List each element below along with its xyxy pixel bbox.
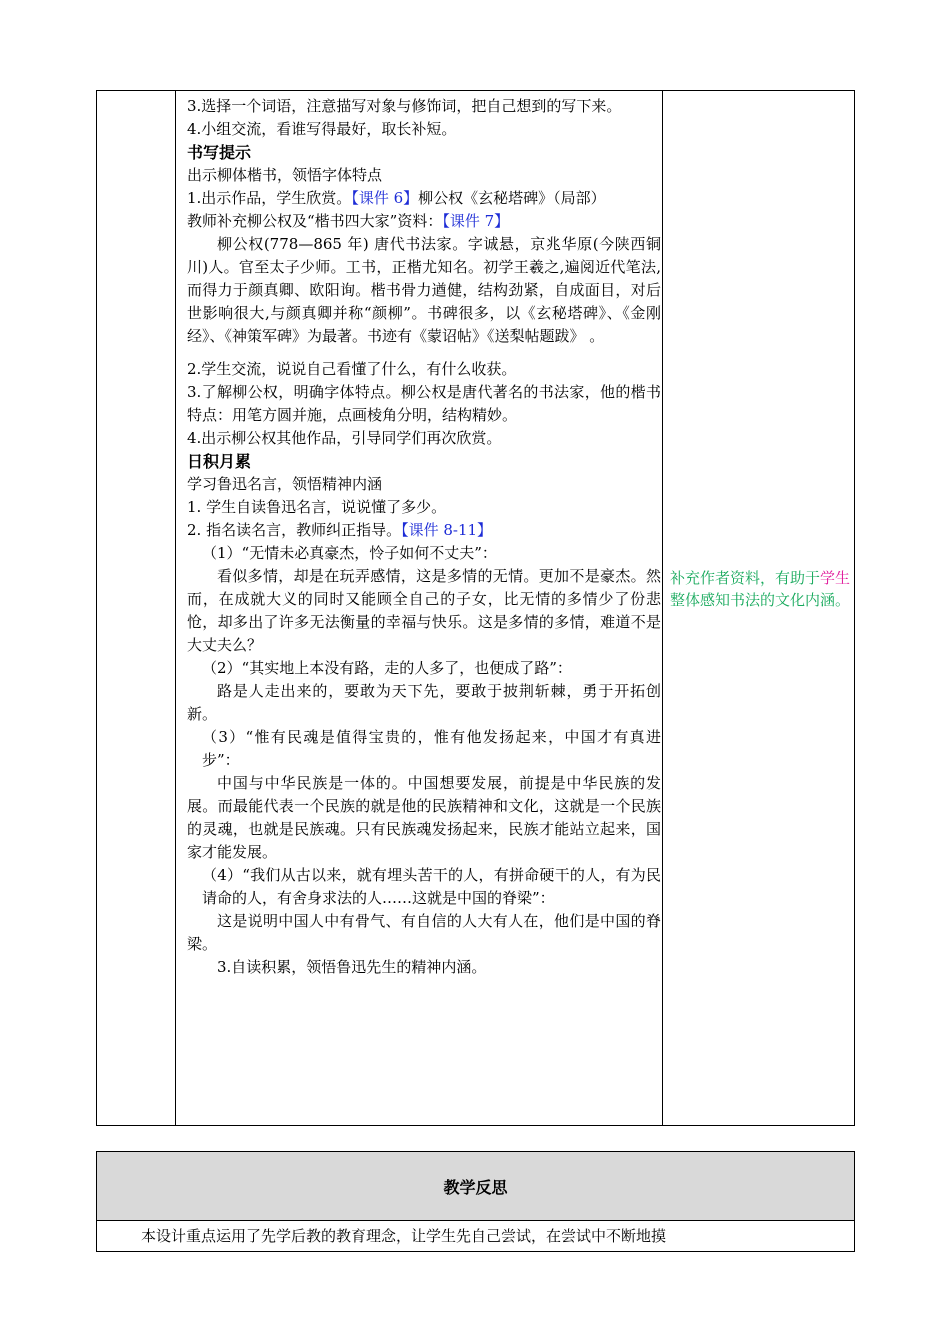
quote-1: （1）“无情未必真豪杰，怜子如何不丈夫”： (202, 544, 497, 562)
teaching-process-cell (185, 91, 661, 1125)
courseware-ref-8-11: 【课件 8-11】 (401, 521, 493, 539)
courseware-ref-6: 【课件 6】 (351, 189, 419, 207)
column-divider-2 (662, 91, 663, 1125)
reflection-table (96, 1151, 855, 1252)
accumulation-subtitle: 学习鲁迅名言，领悟精神内涵 (187, 475, 383, 493)
reflection-heading: 教学反思 (97, 1152, 854, 1221)
writing-step-1 (187, 187, 661, 210)
accumulation-step-2-text: 2. 指名读名言，教师纠正指导。 (187, 521, 402, 539)
writing-step-1-text: 1.出示作品，学生欣赏。 (187, 189, 352, 207)
teacher-supplement-text: 教师补充柳公权及“楷书四大家”资料： (187, 212, 443, 230)
step-line-3: 3.选择一个词语，注意描写对象与修饰词，把自己想到的写下来。 (187, 97, 622, 115)
quote-4-explanation: 这是说明中国人中有骨气、有自信的人大有人在，他们是中国的脊梁。 (187, 912, 661, 953)
quote-3: （3）“惟有民魂是值得宝贵的，惟有他发扬起来，中国才有真进步”： (202, 728, 661, 769)
accumulation-heading: 日积月累 (187, 452, 252, 471)
note-highlight: 学生 (820, 569, 851, 587)
column-divider-1 (175, 91, 176, 1125)
note-text-1: 补充作者资料，有助于 (669, 569, 820, 587)
note-text-2: 整体感知书法的文化内涵。 (669, 591, 850, 609)
reflection-text: 本设计重点运用了先学后教的教育理念，让学生先自己尝试，在尝试中不断地摸 (141, 1227, 667, 1245)
writing-step-1-tail: 柳公权《玄秘塔碑》（局部） (418, 189, 606, 207)
design-intent-note (667, 567, 853, 611)
quote-4: （4）“我们从古以来，就有埋头苦干的人，有拼命硬干的人，有为民请命的人，有舍身求法的人……这就是中国的脊梁”： (202, 866, 661, 907)
accumulation-step-2 (187, 519, 661, 542)
liu-gongquan-bio: 柳公权(778—865 年) 唐代书法家。字诚悬，京兆华原(今陕西铜川)人。官至太子少师。工书，正楷尤知名。初学王羲之,遍阅近代笔法,而得力于颜真卿、欧阳询。楷书骨力遒健，结构劲紧，自成面目，对后世影响很大,与颜真卿并称“颜柳”。书碑很多，以《玄秘塔碑》、《金刚经》、《神策军碑》为最著。书迹有《蒙诏帖》《送梨帖题跋》 。 (187, 235, 661, 345)
lesson-plan-table (96, 90, 855, 1126)
writing-tips-heading: 书写提示 (187, 143, 252, 162)
accumulation-step-1: 1. 学生自读鲁迅名言，说说懂了多少。 (187, 498, 447, 516)
quote-3-explanation: 中国与中华民族是一体的。中国想要发展，前提是中华民族的发展。而最能代表一个民族的就是他的民族精神和文化，这就是一个民族的灵魂，也就是民族魂。只有民族魂发扬起来，民族才能站立起来，国家才能发展。 (187, 774, 661, 861)
accumulation-step-3: 3.自读积累，领悟鲁迅先生的精神内涵。 (217, 958, 487, 976)
writing-step-2: 2.学生交流，说说自己看懂了什么，有什么收获。 (187, 360, 517, 378)
quote-2: （2）“其实地上本没有路，走的人多了，也便成了路”： (202, 659, 572, 677)
writing-tips-subtitle: 出示柳体楷书，领悟字体特点 (187, 166, 383, 184)
teacher-supplement (187, 210, 661, 233)
quote-1-explanation: 看似多情，却是在玩弄感情，这是多情的无情。更加不是豪杰。然而，在成就大义的同时又能顾全自己的子女，比无情的多情少了份悲怆，却多出了许多无法衡量的幸福与快乐。这是多情的多情，难道不是大丈夫么？ (187, 567, 661, 654)
step-line-4: 4.小组交流，看谁写得最好，取长补短。 (187, 120, 457, 138)
writing-step-4: 4.出示柳公权其他作品，引导同学们再次欣赏。 (187, 429, 502, 447)
courseware-ref-7: 【课件 7】 (442, 212, 510, 230)
quote-2-explanation: 路是人走出来的，要敢为天下先，要敢于披荆斩棘，勇于开拓创新。 (187, 682, 661, 723)
writing-step-3: 3.了解柳公权，明确字体特点。柳公权是唐代著名的书法家，他的楷书特点：用笔方圆并施，点画棱角分明，结构精妙。 (187, 383, 661, 424)
